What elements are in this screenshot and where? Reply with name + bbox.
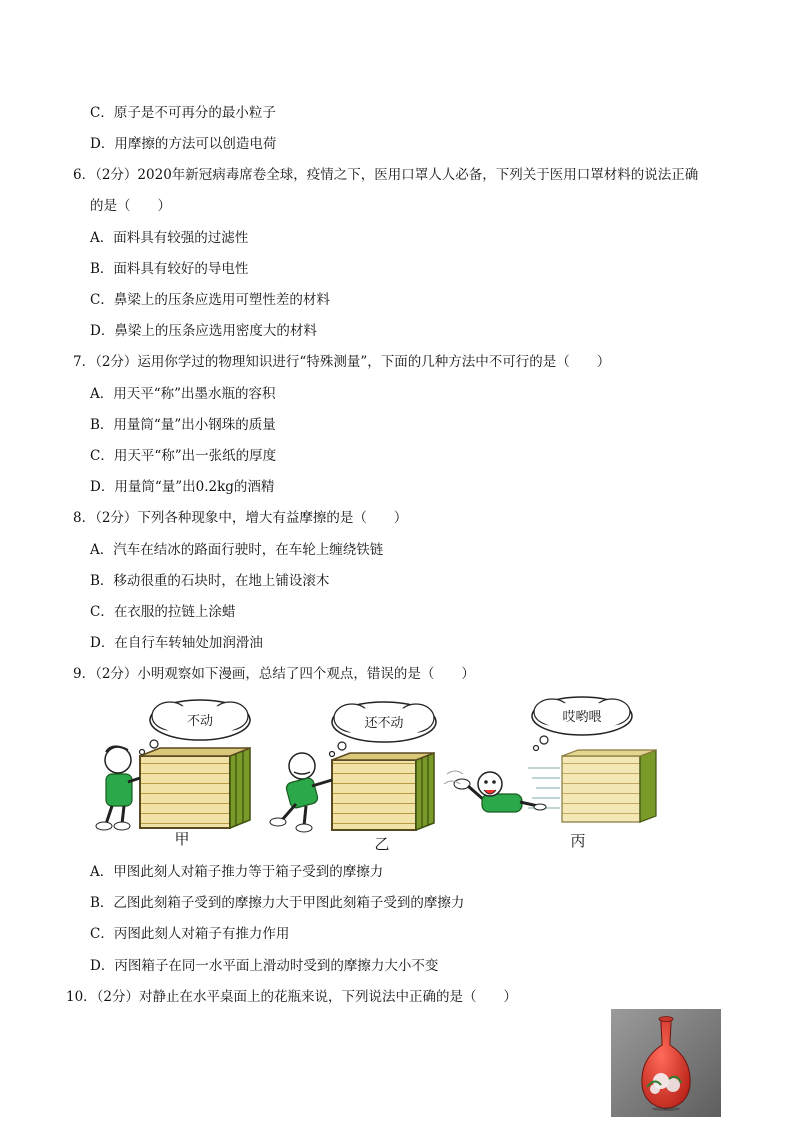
boy-yi [270,753,332,832]
thought-bubble-jia [140,700,251,755]
q5-option-d: D．用摩擦的方法可以创造电荷 [90,136,277,152]
panel-jia [96,700,250,848]
q8-option-d: D．在自行车转轴处加润滑油 [90,635,263,651]
q10-stem: 10．（2分）对静止在水平桌面上的花瓶来说，下列说法中正确的是（ ） [66,989,518,1005]
q7-stem: 7．（2分）运用你学过的物理知识进行“特殊测量”，下面的几种方法中不可行的是（ ） [73,354,611,370]
q7-option-b: B．用量筒“量”出小钢珠的质量 [90,417,276,433]
q9-option-d: D．丙图箱子在同一水平面上滑动时受到的摩擦力大小不变 [90,958,439,974]
panel-label-bing: 丙 [570,832,586,850]
bubble-text-jia: 不动 [186,714,214,729]
q8-option-a: A．汽车在结冰的路面行驶时，在车轮上缠绕铁链 [90,542,384,558]
q6-option-a: A．面料具有较强的过滤性 [90,230,249,246]
panel-bing [444,697,656,850]
crate-yi [332,753,434,830]
bubble-text-bing: 哎哟喂 [562,710,602,725]
panel-label-jia: 甲 [174,830,190,848]
q9-stem: 9．（2分）小明观察如下漫画，总结了四个观点，错误的是（ ） [73,666,475,682]
q9-option-a: A．甲图此刻人对箱子推力等于箱子受到的摩擦力 [90,864,384,880]
q8-option-c: C．在衣服的拉链上涂蜡 [90,604,236,620]
q9-option-c: C．丙图此刻人对箱子有推力作用 [90,926,290,942]
vase-photo [611,1009,721,1117]
q6-stem-cont: 的是（ ） [90,198,171,214]
q8-stem: 8．（2分）下列各种现象中，增大有益摩擦的是（ ） [73,510,408,526]
q6-option-c: C．鼻梁上的压条应选用可塑性差的材料 [90,292,330,308]
panel-label-yi: 乙 [374,835,390,853]
thought-bubble-bing [532,697,632,751]
crate-jia [140,748,250,828]
q8-option-b: B．移动很重的石块时，在地上铺设滚木 [90,573,330,589]
crate-bing [528,750,656,822]
q7-option-c: C．用天平“称”出一张纸的厚度 [90,448,277,464]
q7-option-d: D．用量筒“量”出0.2kg的酒精 [90,479,275,495]
q6-option-b: B．面料具有较好的导电性 [90,261,249,277]
q6-option-d: D．鼻梁上的压条应选用密度大的材料 [90,323,317,339]
boy-bing-fallen [444,771,546,812]
thought-bubble-yi [330,702,437,757]
q9-option-b: B．乙图此刻箱子受到的摩擦力大于甲图此刻箱子受到的摩擦力 [90,895,465,911]
q6-stem: 6．（2分）2020年新冠病毒席卷全球，疫情之下，医用口罩人人必备，下列关于医用口罩材料的说法正确 [73,167,699,183]
panel-yi [270,702,436,853]
bubble-text-yi: 还不动 [364,716,404,731]
q7-option-a: A．用天平“称”出墨水瓶的容积 [90,386,276,402]
q5-option-c: C．原子是不可再分的最小粒子 [90,105,276,121]
friction-comic-figure [92,694,662,856]
boy-jia [96,746,140,830]
